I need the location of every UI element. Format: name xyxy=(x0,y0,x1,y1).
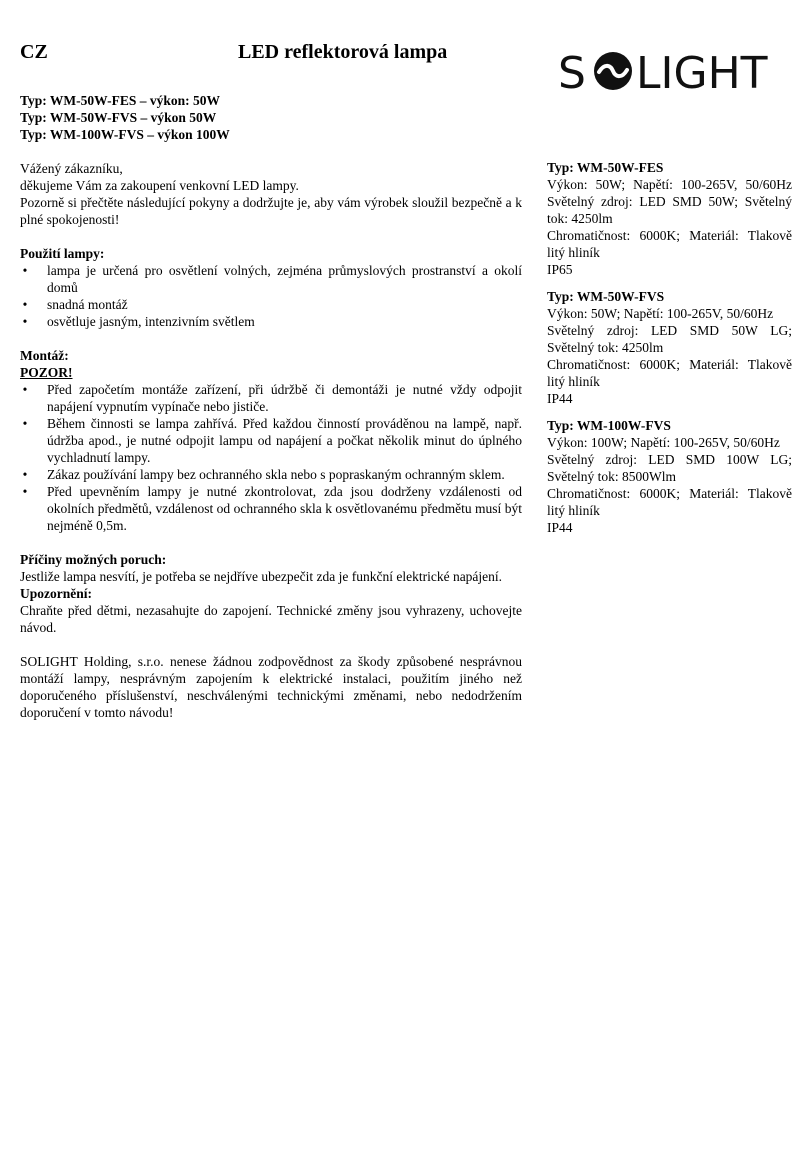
list-item: • osvětluje jasným, intenzivním světlem xyxy=(20,313,522,330)
main-column xyxy=(20,92,522,721)
type-line: Typ: WM-50W-FVS – výkon 50W xyxy=(20,110,217,125)
solight-logo xyxy=(558,44,778,96)
bullet-icon: • xyxy=(22,314,28,329)
spec-line: Výkon: 50W; Napětí: 100-265V, 50/60Hz Světelný zdroj: LED SMD 50W; Světelný tok: 4250lm xyxy=(547,177,792,226)
list-item: • Před započetím montáže zařízení, při údržbě či demontáži je nutné vždy odpojit napájení vypnutím vypínače nebo jističe. xyxy=(20,381,522,415)
spec-block xyxy=(547,288,792,407)
spec-line: Výkon: 100W; Napětí: 100-265V, 50/60Hz xyxy=(547,435,780,450)
list-item: • snadná montáž xyxy=(20,296,522,313)
bullet-icon: • xyxy=(22,297,28,312)
mounting-heading: Montáž: xyxy=(20,348,69,363)
bullet-icon: • xyxy=(22,467,28,482)
thanks-line: děkujeme Vám za zakoupení venkovní LED lampy. xyxy=(20,178,299,193)
list-item: • lampa je určená pro osvětlení volných, zejména průmyslových prostranství a okolí domů xyxy=(20,262,522,296)
notice-heading: Upozornění: xyxy=(20,586,92,601)
disclaimer: SOLIGHT Holding, s.r.o. nenese žádnou zodpovědnost za škody způsobené nesprávnou montáží lampy, nesprávným zapojením k elektrické instalaci, použitím jiného než doporučeného příslušenství, neschválenými technickými změnami, nebo nedodržením doporučení v tomto návodu! xyxy=(20,654,522,720)
logo-letters-light: LIGHT xyxy=(636,48,768,96)
notice-text: Chraňte před dětmi, nezasahujte do zapojení. Technické změny jsou vyhrazeny, uchovejte návod. xyxy=(20,603,522,635)
bullet-icon: • xyxy=(22,484,28,499)
spec-line: IP44 xyxy=(547,520,573,535)
mounting-list xyxy=(20,381,522,534)
faults-heading: Příčiny možných poruch: xyxy=(20,552,167,567)
list-item: • Během činnosti se lampa zahřívá. Před každou činností prováděnou na lampě, např. údržba apod., je nutné odpojit lampu od napájení a počkat několik minut do úplného vychladnutí lampy. xyxy=(20,415,522,466)
logo-letter-s: S xyxy=(558,48,586,96)
spec-line: Chromatičnost: 6000K; Materiál: Tlakově litý hliník xyxy=(547,357,792,389)
spec-heading: Typ: WM-50W-FVS xyxy=(547,289,665,304)
instructions-line: Pozorně si přečtěte následující pokyny a dodržujte je, aby vám výrobek sloužil bezpečně a k plné spokojenosti! xyxy=(20,195,522,227)
bullet-icon: • xyxy=(22,263,28,278)
page-title: LED reflektorová lampa xyxy=(238,41,448,63)
spec-line: Výkon: 50W; Napětí: 100-265V, 50/60Hz xyxy=(547,306,774,321)
spec-block xyxy=(547,159,792,278)
spec-block xyxy=(547,417,792,536)
spec-line: Chromatičnost: 6000K; Materiál: Tlakově litý hliník xyxy=(547,486,792,518)
spec-line: Světelný zdroj: LED SMD 100W LG; Světelný tok: 8500Wlm xyxy=(547,452,792,484)
bullet-icon: • xyxy=(22,382,28,397)
type-line: Typ: WM-100W-FVS – výkon 100W xyxy=(20,127,230,142)
type-line: Typ: WM-50W-FES – výkon: 50W xyxy=(20,93,221,108)
bullet-icon: • xyxy=(22,416,28,431)
specs-column xyxy=(547,159,792,536)
faults-text: Jestliže lampa nesvítí, je potřeba se nejdříve ubezpečit zda je funkční elektrické napájení. xyxy=(20,569,503,584)
spec-line: IP44 xyxy=(547,391,573,406)
spec-line: Světelný zdroj: LED SMD 50W LG; Světelný tok: 4250lm xyxy=(547,323,792,355)
list-item: • Zákaz používání lampy bez ochranného skla nebo s popraskaným ochranným sklem. xyxy=(20,466,522,483)
spec-heading: Typ: WM-100W-FVS xyxy=(547,418,671,433)
language-code: CZ xyxy=(20,41,48,63)
spec-line: Chromatičnost: 6000K; Materiál: Tlakově litý hliník xyxy=(547,228,792,260)
list-item: • Před upevněním lampy je nutné zkontrolovat, zda jsou dodrženy vzdálenosti od okolních předmětů, vzdálenost od ochranného skla k osvětlovanému předmětu musí být nejméně 0,5m. xyxy=(20,483,522,534)
usage-heading: Použití lampy: xyxy=(20,246,105,261)
spec-line: IP65 xyxy=(547,262,573,277)
solight-logo-graphic xyxy=(558,44,778,96)
spec-heading: Typ: WM-50W-FES xyxy=(547,160,664,175)
greeting: Vážený zákazníku, xyxy=(20,161,123,176)
warning-label: POZOR! xyxy=(20,365,73,380)
usage-list xyxy=(20,262,522,330)
